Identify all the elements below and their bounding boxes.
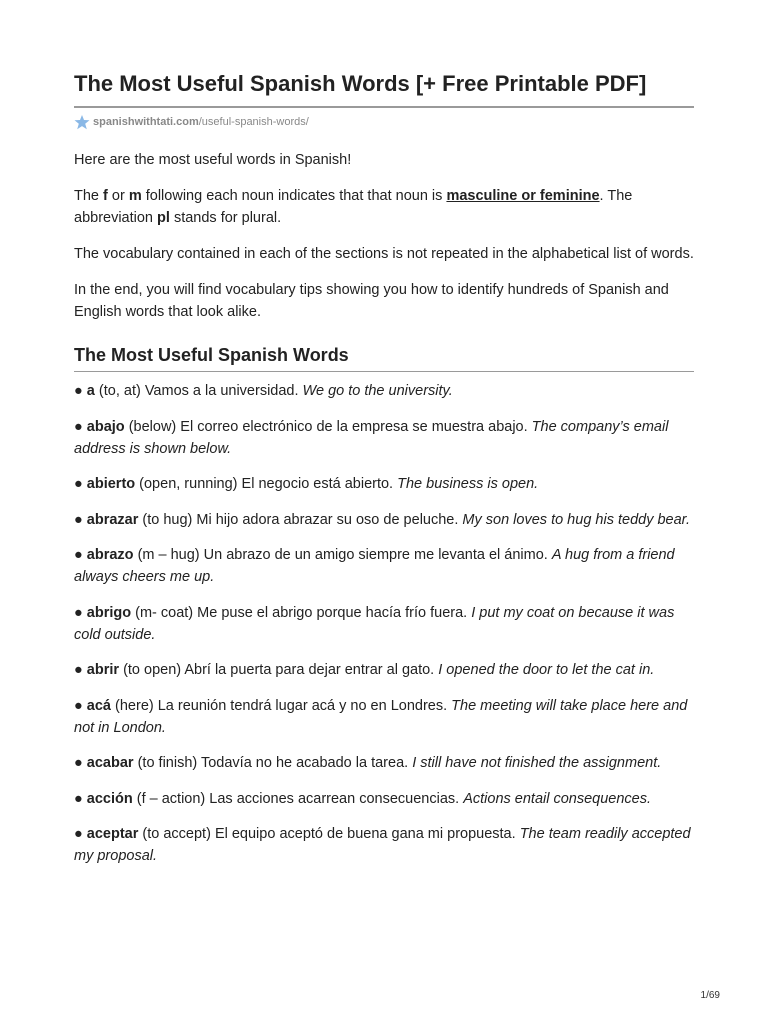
entry-word: abrigo <box>86 604 132 621</box>
bullet-icon: ● <box>74 418 87 435</box>
entry-word: a <box>86 383 95 399</box>
word-entry <box>74 602 694 646</box>
page-number: 1/69 <box>700 990 720 1001</box>
entry-translation: My son loves to hug his teddy bear. <box>462 511 690 528</box>
abbr-f: f <box>103 188 108 204</box>
text-span: stands for plural. <box>169 210 282 226</box>
bullet-icon: ● <box>74 790 87 807</box>
text-span: . The abbreviation <box>74 188 633 226</box>
bullet-icon: ● <box>74 383 87 399</box>
entry-translation: Actions entail consequences. <box>463 790 652 807</box>
bullet-icon: ● <box>74 697 87 714</box>
word-entry <box>74 823 694 867</box>
entry-word: acción <box>86 790 133 807</box>
entry-translation: The team readily accepted my proposal. <box>74 826 691 864</box>
word-entry <box>74 380 694 402</box>
entry-translation: I put my coat on because it was cold outside. <box>74 604 675 643</box>
word-entry <box>74 544 694 588</box>
text-span: following each noun indicates that that noun is <box>141 188 447 204</box>
entry-translation: The meeting will take place here and not in London. <box>74 697 688 736</box>
entry-word: abrir <box>86 662 120 678</box>
entry-word: abierto <box>86 476 136 492</box>
word-entry <box>74 659 694 681</box>
word-entry <box>74 695 694 739</box>
entry-gloss: (to hug) Mi hijo adora abrazar su oso de peluche. <box>138 511 463 528</box>
entry-word: acá <box>86 697 111 714</box>
entry-gloss: (m- coat) Me puse el abrigo porque hacía frío fuera. <box>131 604 472 621</box>
bullet-icon: ● <box>74 476 87 492</box>
text-span: The <box>74 188 104 204</box>
entry-translation: The company’s email address is shown below. <box>74 418 669 457</box>
entry-gloss: (here) La reunión tendrá lugar acá y no en Londres. <box>111 697 452 714</box>
entry-translation: A hug from a friend always cheers me up. <box>74 547 675 585</box>
entry-gloss: (to, at) Vamos a la universidad. <box>94 383 303 399</box>
bullet-icon: ● <box>74 604 87 621</box>
entry-word: abajo <box>86 418 125 435</box>
bullet-icon: ● <box>74 662 87 678</box>
word-list <box>74 380 694 867</box>
intro-paragraph-2 <box>74 185 694 229</box>
entry-translation: We go to the university. <box>302 383 453 399</box>
entry-translation: I still have not finished the assignment. <box>412 755 662 771</box>
entry-gloss: (open, running) El negocio está abierto. <box>135 476 398 492</box>
intro-paragraph-1: Here are the most useful words in Spanish! <box>74 152 352 168</box>
source-link[interactable] <box>93 116 309 128</box>
word-entry <box>74 752 694 774</box>
source-domain: spanishwithtati.com <box>93 116 199 128</box>
intro-paragraph-4: In the end, you will find vocabulary tips showing you how to identify hundreds of Spanish and English words that look alike. <box>74 282 669 320</box>
bullet-icon: ● <box>74 511 87 528</box>
source-line <box>74 113 694 131</box>
word-entry <box>74 788 694 810</box>
bullet-icon: ● <box>74 826 87 842</box>
intro-paragraph-3: The vocabulary contained in each of the sections is not repeated in the alphabetical list of words. <box>74 246 694 262</box>
source-path: /useful-spanish-words/ <box>198 116 309 128</box>
word-entry <box>74 473 694 495</box>
text-span: or <box>107 188 129 204</box>
entry-translation: I opened the door to let the cat in. <box>438 662 655 678</box>
abbr-pl: pl <box>157 210 170 226</box>
entry-word: abrazo <box>86 547 134 563</box>
section-heading: The Most Useful Spanish Words <box>74 343 694 372</box>
bullet-icon: ● <box>74 547 87 563</box>
entry-translation: The business is open. <box>397 476 539 492</box>
entry-gloss: (below) El correo electrónico de la empresa se muestra abajo. <box>124 418 532 435</box>
entry-word: aceptar <box>86 826 139 842</box>
entry-gloss: (m – hug) Un abrazo de un amigo siempre me levanta el ánimo. <box>133 547 552 563</box>
gender-link[interactable]: masculine or feminine <box>446 188 600 204</box>
bullet-icon: ● <box>74 755 87 771</box>
page-title: The Most Useful Spanish Words [+ Free Printable PDF] <box>74 70 694 108</box>
entry-word: abrazar <box>86 511 139 528</box>
entry-gloss: (to open) Abrí la puerta para dejar entrar al gato. <box>119 662 439 678</box>
intro-section <box>74 149 694 323</box>
entry-gloss: (f – action) Las acciones acarrean consecuencias. <box>132 790 464 807</box>
star-icon <box>74 114 90 130</box>
entry-gloss: (to finish) Todavía no he acabado la tarea. <box>133 755 413 771</box>
abbr-m: m <box>128 188 142 204</box>
entry-word: acabar <box>86 755 134 771</box>
document-page <box>74 70 694 881</box>
word-entry <box>74 509 694 531</box>
word-entry <box>74 416 694 460</box>
entry-gloss: (to accept) El equipo aceptó de buena gana mi propuesta. <box>138 826 520 842</box>
